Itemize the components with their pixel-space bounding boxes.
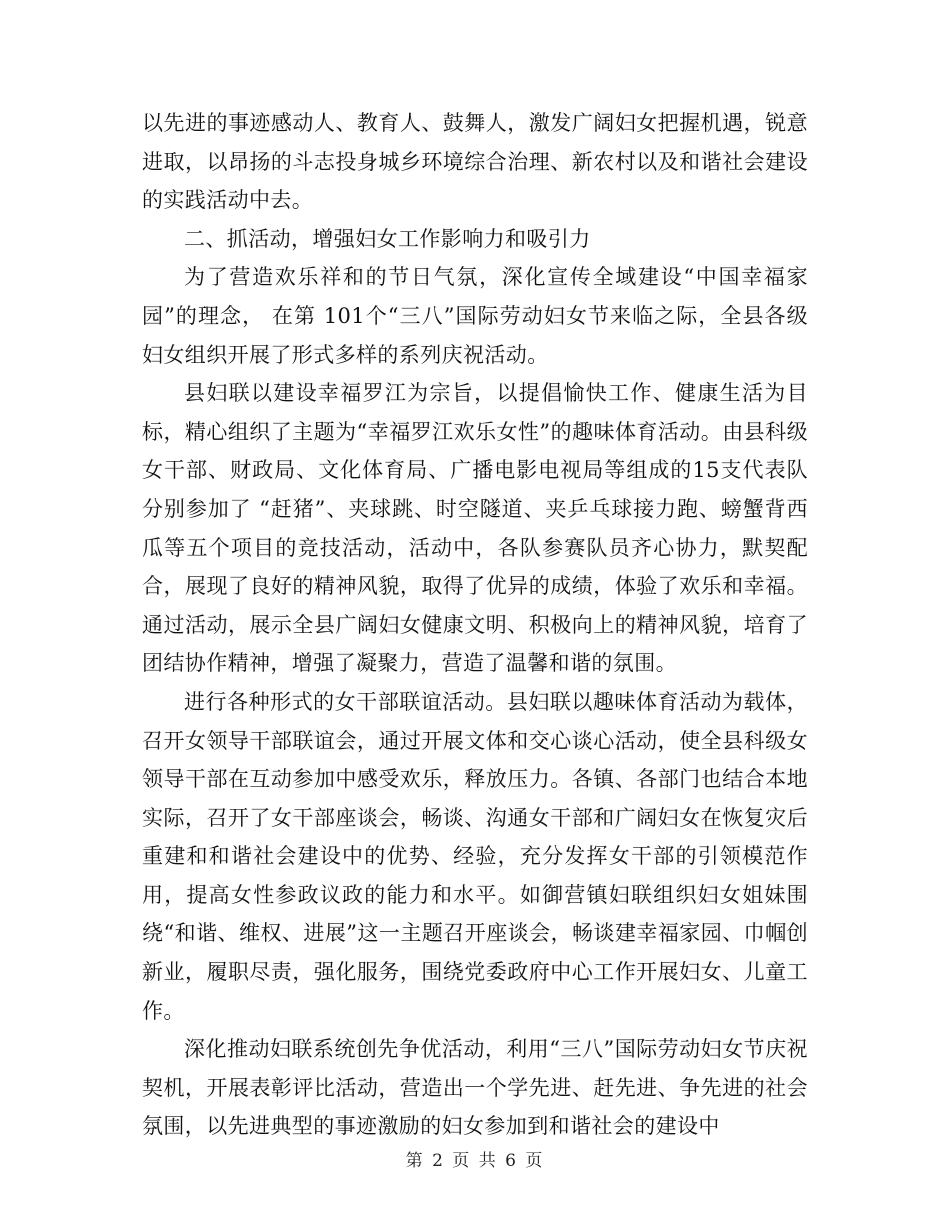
paragraph-sports-activity: 县妇联以建设幸福罗江为宗旨，以提倡愉快工作、健康生活为目标，精心组织了主题为“幸福罗江欢乐女性”的趣味体育活动。由县科级女干部、财政局、文化体育局、广播电影电视局等组成的15支代表队分别参加了 “赶猪”、夹球跳、时空隧道、夹乒乓球接力跑、螃蟹背西瓜等五个项目的竞技活动，活动中，各队参赛队员齐心协力，默契配合，展现了良好的精神风貌，取得了优异的成绩，体验了欢乐和幸福。通过活动，展示全县广阔妇女健康文明、积极向上的精神风貌，培育了团结协作精神，增强了凝聚力，营造了温馨和谐的氛围。 bbox=[142, 381, 808, 676]
document-body bbox=[142, 104, 808, 1146]
paragraph-cadre-fellowship: 进行各种形式的女干部联谊活动。县妇联以趣味体育活动为载体，召开女领导干部联谊会，通过开展文体和交心谈心活动，使全县科级女领导干部在互动参加中感受欢乐，释放压力。各镇、各部门也结合本地实际，召开了女干部座谈会，畅谈、沟通女干部和广阔妇女在恢复灾后重建和和谐社会建设中的优势、经验，充分发挥女干部的引领模范作用，提高女性参政议政的能力和水平。如御营镇妇联组织妇女姐妹围绕“和谐、维权、进展”这一主题召开座谈会，畅谈建幸福家园、巾帼创新业，履职尽责，强化服务，围绕党委政府中心工作开展妇女、儿童工作。 bbox=[142, 689, 808, 1023]
section-heading: 二、抓活动，增强妇女工作影响力和吸引力 bbox=[184, 226, 591, 251]
paragraph-festival-intro: 为了营造欢乐祥和的节日气氛，深化宣传全域建设“中国幸福家园”的理念， 在第 101个“三八”国际劳动妇女节来临之际，全县各级妇女组织开展了形式多样的系列庆祝活动。 bbox=[142, 265, 808, 367]
page-number-footer: 第 2 页 共 6 页 bbox=[405, 1151, 545, 1171]
paragraph-continuation: 以先进的事迹感动人、教育人、鼓舞人，激发广阔妇女把握机遇，锐意进取，以昂扬的斗志投身城乡环境综合治理、新农村以及和谐社会建设的实践活动中去。 bbox=[142, 111, 808, 213]
paragraph-excellence-campaign: 深化推动妇联系统创先争优活动，利用“三八”国际劳动妇女节庆祝契机，开展表彰评比活动，营造出一个学先进、赶先进、争先进的社会氛围，以先进典型的事迹激励的妇女参加到和谐社会的建设中 bbox=[142, 1037, 808, 1139]
